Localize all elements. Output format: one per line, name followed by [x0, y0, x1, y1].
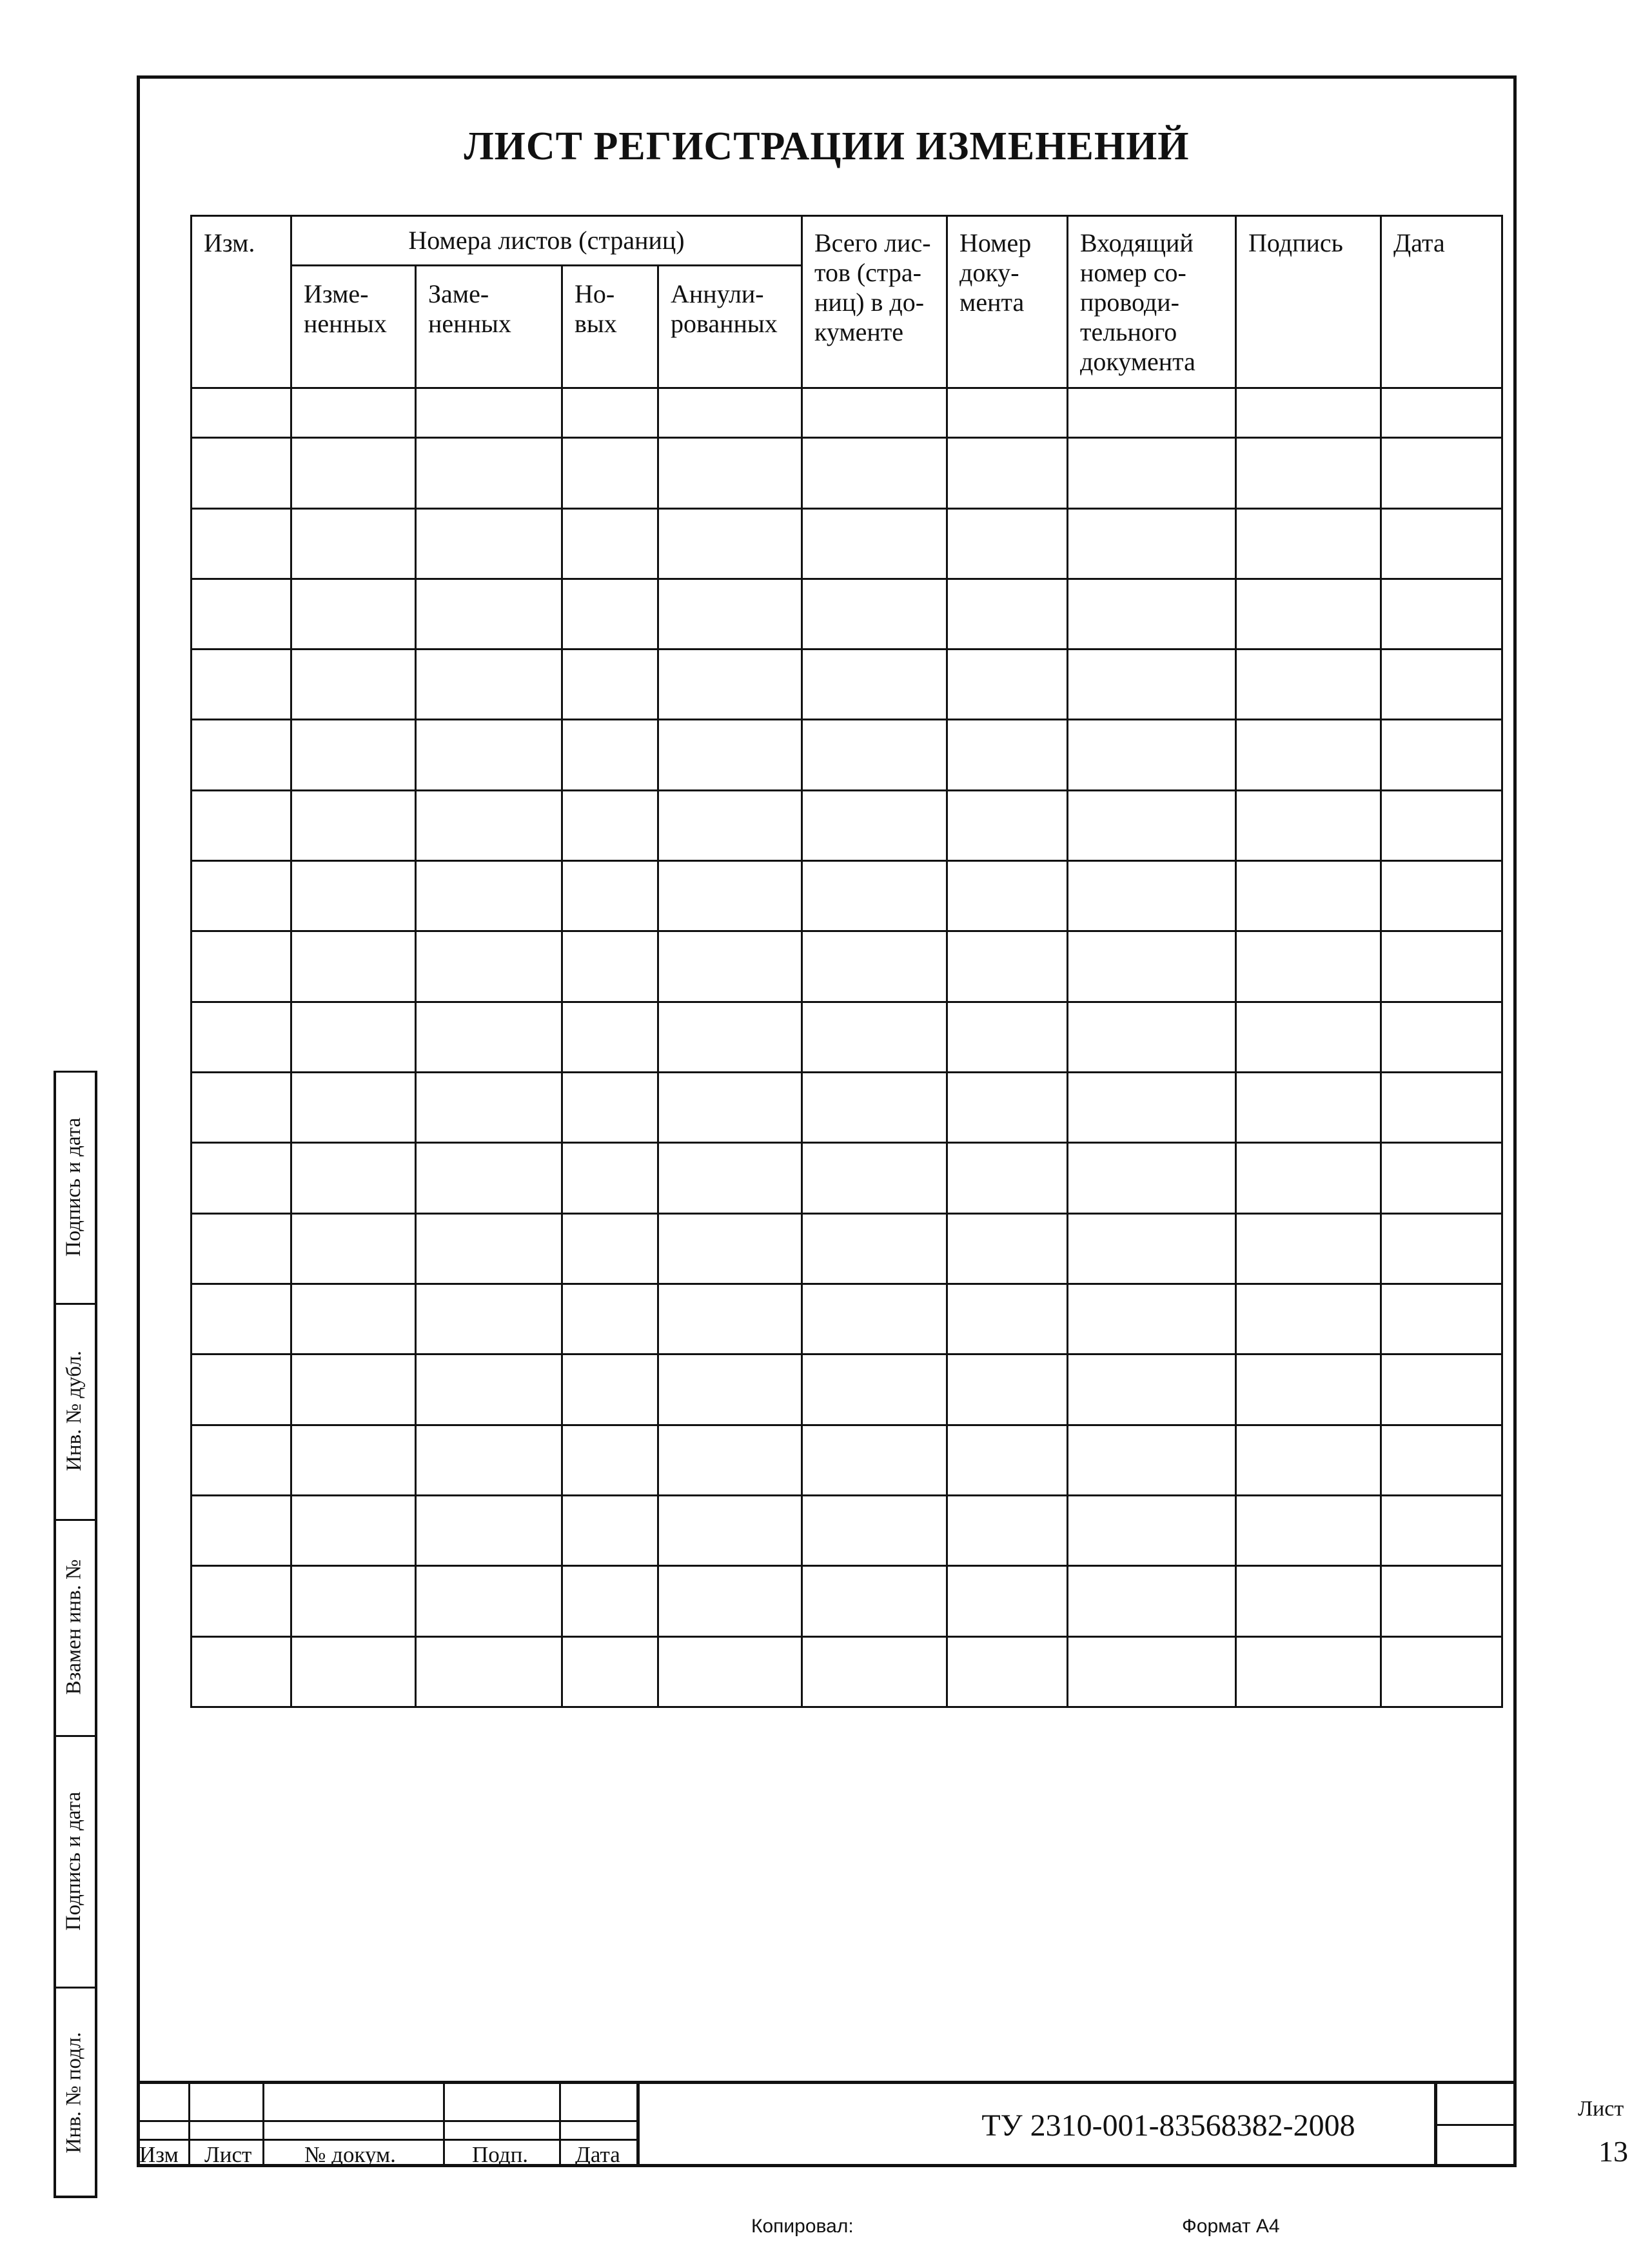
table-cell	[416, 579, 562, 649]
table-cell	[1381, 1636, 1502, 1707]
table-cell	[802, 720, 947, 790]
table-cell	[192, 790, 291, 860]
table-cell	[947, 1636, 1068, 1707]
table-cell	[291, 1213, 416, 1284]
table-cell	[291, 508, 416, 579]
table-cell	[192, 1354, 291, 1425]
table-cell	[802, 650, 947, 720]
table-row	[192, 579, 1502, 649]
tb-vline	[443, 2084, 445, 2167]
table-cell	[1236, 1213, 1381, 1284]
table-cell	[416, 790, 562, 860]
table-cell	[291, 1073, 416, 1143]
table-cell	[658, 1495, 802, 1565]
table-cell	[658, 1566, 802, 1636]
table-row	[192, 1213, 1502, 1284]
table-cell	[192, 1284, 291, 1354]
tb-vline	[559, 2084, 561, 2167]
table-row	[192, 720, 1502, 790]
table-cell	[658, 720, 802, 790]
table-cell	[1236, 1636, 1381, 1707]
table-cell	[947, 650, 1068, 720]
table-cell	[658, 1213, 802, 1284]
table-cell	[658, 861, 802, 931]
tb-vline	[188, 2084, 190, 2167]
side-label-dup-inv: Инв. № дубл.	[62, 1351, 86, 1471]
table-cell	[1236, 1002, 1381, 1072]
table-cell	[1236, 508, 1381, 579]
table-cell	[291, 1354, 416, 1425]
table-cell	[802, 1213, 947, 1284]
table-cell	[802, 1354, 947, 1425]
table-cell	[1068, 650, 1236, 720]
table-cell	[1381, 388, 1502, 438]
table-cell	[1236, 438, 1381, 508]
table-cell	[416, 1354, 562, 1425]
table-cell	[1236, 1495, 1381, 1565]
table-cell	[1236, 1425, 1381, 1495]
table-cell	[416, 720, 562, 790]
tb-label-date: Дата	[575, 2142, 620, 2167]
table-cell	[562, 508, 658, 579]
table-cell	[192, 1213, 291, 1284]
table-cell	[291, 720, 416, 790]
table-cell	[1068, 1213, 1236, 1284]
table-cell	[658, 579, 802, 649]
table-cell	[192, 1636, 291, 1707]
table-cell	[291, 1143, 416, 1213]
table-cell	[802, 388, 947, 438]
side-label-sign-date-1: Подпись и дата	[62, 1117, 86, 1256]
table-cell	[1236, 579, 1381, 649]
table-cell	[802, 1143, 947, 1213]
table-cell	[658, 1284, 802, 1354]
table-cell	[947, 1002, 1068, 1072]
table-row	[192, 1566, 1502, 1636]
table-cell	[416, 508, 562, 579]
table-cell	[658, 931, 802, 1002]
table-cell	[1236, 861, 1381, 931]
table-cell	[562, 1073, 658, 1143]
table-cell	[562, 1495, 658, 1565]
table-cell	[291, 438, 416, 508]
table-cell	[416, 1566, 562, 1636]
header-annulled: Аннули- рованных	[658, 266, 802, 388]
table-cell	[947, 579, 1068, 649]
table-cell	[658, 790, 802, 860]
table-cell	[1068, 388, 1236, 438]
table-cell	[1381, 508, 1502, 579]
side-margin-strip	[54, 1071, 137, 2198]
table-cell	[947, 1143, 1068, 1213]
table-cell	[1068, 1495, 1236, 1565]
table-row	[192, 650, 1502, 720]
table-cell	[1236, 388, 1381, 438]
table-cell	[416, 1073, 562, 1143]
table-row	[192, 1354, 1502, 1425]
document-code: ТУ 2310-001-83568382-2008	[981, 2108, 1355, 2143]
sheet-number: 13	[1598, 2135, 1628, 2168]
table-cell	[947, 438, 1068, 508]
table-cell	[1381, 1002, 1502, 1072]
table-cell	[416, 1636, 562, 1707]
table-cell	[562, 388, 658, 438]
table-cell	[1068, 438, 1236, 508]
table-cell	[1381, 1354, 1502, 1425]
table-row	[192, 438, 1502, 508]
tb-label-doc-no: № докум.	[304, 2142, 396, 2167]
table-cell	[802, 1495, 947, 1565]
table-cell	[192, 720, 291, 790]
tb-vline	[262, 2084, 264, 2167]
table-cell	[192, 1425, 291, 1495]
table-cell	[1068, 931, 1236, 1002]
table-cell	[192, 438, 291, 508]
header-replaced: Заме- ненных	[416, 266, 562, 388]
table-cell	[1068, 1566, 1236, 1636]
table-cell	[1068, 1425, 1236, 1495]
table-cell	[562, 720, 658, 790]
table-cell	[562, 931, 658, 1002]
table-cell	[1068, 790, 1236, 860]
table-row	[192, 388, 1502, 438]
table-cell	[192, 1073, 291, 1143]
table-cell	[192, 1143, 291, 1213]
table-cell	[1236, 1354, 1381, 1425]
table-cell	[1068, 720, 1236, 790]
table-cell	[562, 1354, 658, 1425]
table-row	[192, 1002, 1502, 1072]
table-cell	[416, 438, 562, 508]
table-cell	[416, 1143, 562, 1213]
table-cell	[416, 861, 562, 931]
table-cell	[658, 1002, 802, 1072]
table-cell	[1236, 1284, 1381, 1354]
table-cell	[291, 1495, 416, 1565]
table-cell	[291, 1002, 416, 1072]
table-cell	[1068, 508, 1236, 579]
table-cell	[562, 579, 658, 649]
table-cell	[416, 1425, 562, 1495]
table-cell	[291, 1566, 416, 1636]
table-cell	[802, 1073, 947, 1143]
table-cell	[192, 1002, 291, 1072]
table-cell	[658, 388, 802, 438]
table-cell	[1381, 1073, 1502, 1143]
footer-copied: Копировал:	[751, 2216, 854, 2237]
table-cell	[947, 720, 1068, 790]
header-sheet-numbers: Номера листов (страниц)	[291, 216, 802, 266]
table-cell	[1236, 720, 1381, 790]
table-cell	[1381, 1566, 1502, 1636]
table-cell	[1068, 1143, 1236, 1213]
table-cell	[1381, 1425, 1502, 1495]
table-cell	[291, 931, 416, 1002]
table-cell	[1068, 579, 1236, 649]
header-changed: Изме- ненных	[291, 266, 416, 388]
table-cell	[416, 1213, 562, 1284]
table-cell	[416, 388, 562, 438]
table-cell	[802, 1002, 947, 1072]
table-cell	[1381, 931, 1502, 1002]
table-cell	[947, 388, 1068, 438]
table-cell	[562, 1425, 658, 1495]
table-cell	[947, 1354, 1068, 1425]
table-body	[192, 388, 1502, 1707]
table-cell	[562, 1284, 658, 1354]
table-cell	[1068, 1002, 1236, 1072]
table-cell	[562, 1213, 658, 1284]
table-cell	[947, 861, 1068, 931]
table-cell	[416, 650, 562, 720]
table-cell	[802, 1636, 947, 1707]
table-cell	[1381, 438, 1502, 508]
table-cell	[562, 650, 658, 720]
table-cell	[1381, 720, 1502, 790]
table-row	[192, 1636, 1502, 1707]
table-cell	[947, 1566, 1068, 1636]
table-row	[192, 1143, 1502, 1213]
footer-format: Формат А4	[1182, 2216, 1280, 2237]
table-cell	[1236, 1143, 1381, 1213]
table-cell	[192, 1566, 291, 1636]
table-cell	[1381, 1143, 1502, 1213]
table-cell	[1236, 1566, 1381, 1636]
table-cell	[1381, 1284, 1502, 1354]
table-cell	[291, 388, 416, 438]
table-cell	[802, 1425, 947, 1495]
table-row	[192, 790, 1502, 860]
table-cell	[562, 790, 658, 860]
table-row	[192, 1495, 1502, 1565]
table-cell	[658, 1354, 802, 1425]
header-date: Дата	[1381, 216, 1502, 388]
table-cell	[192, 388, 291, 438]
table-cell	[802, 579, 947, 649]
table-cell	[1236, 931, 1381, 1002]
table-cell	[802, 861, 947, 931]
tb-hline	[137, 2120, 638, 2122]
tb-vline	[636, 2084, 640, 2167]
side-label-replace-inv: Взамен инв. №	[62, 1559, 86, 1695]
table-cell	[291, 650, 416, 720]
table-cell	[291, 790, 416, 860]
header-change: Изм.	[192, 216, 291, 388]
table-cell	[1068, 1354, 1236, 1425]
table-row	[192, 931, 1502, 1002]
table-cell	[562, 438, 658, 508]
table-cell	[192, 650, 291, 720]
table-cell	[192, 931, 291, 1002]
table-cell	[192, 1495, 291, 1565]
table-cell	[658, 1073, 802, 1143]
table-cell	[947, 508, 1068, 579]
table-cell	[1236, 790, 1381, 860]
table-cell	[1236, 1073, 1381, 1143]
table-cell	[658, 1425, 802, 1495]
table-cell	[658, 508, 802, 579]
table-cell	[416, 931, 562, 1002]
table-row	[192, 1284, 1502, 1354]
table-cell	[562, 1636, 658, 1707]
table-row	[192, 1425, 1502, 1495]
table-cell	[1068, 1284, 1236, 1354]
table-cell	[1381, 650, 1502, 720]
side-inner-line	[95, 1071, 97, 2198]
header-new: Но- вых	[562, 266, 658, 388]
table-cell	[1381, 861, 1502, 931]
table-cell	[658, 1143, 802, 1213]
table-cell	[658, 1636, 802, 1707]
table-cell	[291, 579, 416, 649]
sheet-label: Лист	[1578, 2097, 1624, 2121]
table-cell	[1236, 650, 1381, 720]
table-cell	[416, 1284, 562, 1354]
table-cell	[1381, 1213, 1502, 1284]
table-cell	[947, 1073, 1068, 1143]
table-cell	[1068, 1636, 1236, 1707]
table-cell	[291, 1636, 416, 1707]
tb-label-sign: Подп.	[472, 2142, 529, 2167]
table-cell	[562, 1002, 658, 1072]
table-cell	[192, 579, 291, 649]
table-cell	[802, 1284, 947, 1354]
table-cell	[192, 861, 291, 931]
table-cell	[947, 1495, 1068, 1565]
table-row	[192, 1073, 1502, 1143]
table-cell	[802, 790, 947, 860]
table-cell	[802, 1566, 947, 1636]
table-cell	[947, 931, 1068, 1002]
table-cell	[1381, 579, 1502, 649]
table-cell	[291, 861, 416, 931]
table-cell	[947, 790, 1068, 860]
header-incoming-number: Входящий номер со- проводи- тельного документа	[1068, 216, 1236, 388]
tb-hline	[137, 2139, 638, 2141]
table-cell	[658, 650, 802, 720]
table-cell	[416, 1495, 562, 1565]
header-doc-number: Номер доку- мента	[947, 216, 1068, 388]
header-total-sheets: Всего лис- тов (стра- ниц) в до- кументе	[802, 216, 947, 388]
table-cell	[192, 508, 291, 579]
table-cell	[291, 1425, 416, 1495]
table-cell	[1381, 790, 1502, 860]
table-row	[192, 508, 1502, 579]
table-cell	[291, 1284, 416, 1354]
table-cell	[947, 1284, 1068, 1354]
table-cell	[1068, 861, 1236, 931]
title-block	[137, 2081, 1628, 2168]
side-label-orig-inv: Инв. № подл.	[62, 2031, 86, 2154]
page-title: ЛИСТ РЕГИСТРАЦИИ ИЗМЕНЕНИЙ	[464, 124, 1190, 168]
table-cell	[802, 508, 947, 579]
table-cell	[802, 438, 947, 508]
table-cell	[562, 1143, 658, 1213]
table-cell	[1068, 1073, 1236, 1143]
table-cell	[562, 1566, 658, 1636]
header-signature: Подпись	[1236, 216, 1381, 388]
table-cell	[658, 438, 802, 508]
table-cell	[947, 1213, 1068, 1284]
table-cell	[416, 1002, 562, 1072]
table-cell	[947, 1425, 1068, 1495]
table-cell	[562, 861, 658, 931]
tb-label-sheet: Лист	[204, 2142, 252, 2167]
tb-label-change: Изм	[139, 2142, 179, 2167]
table-cell	[1381, 1495, 1502, 1565]
side-label-sign-date-2: Подпись и дата	[62, 1791, 86, 1930]
table-cell	[802, 931, 947, 1002]
change-registration-table	[190, 215, 1503, 1708]
table-row	[192, 861, 1502, 931]
